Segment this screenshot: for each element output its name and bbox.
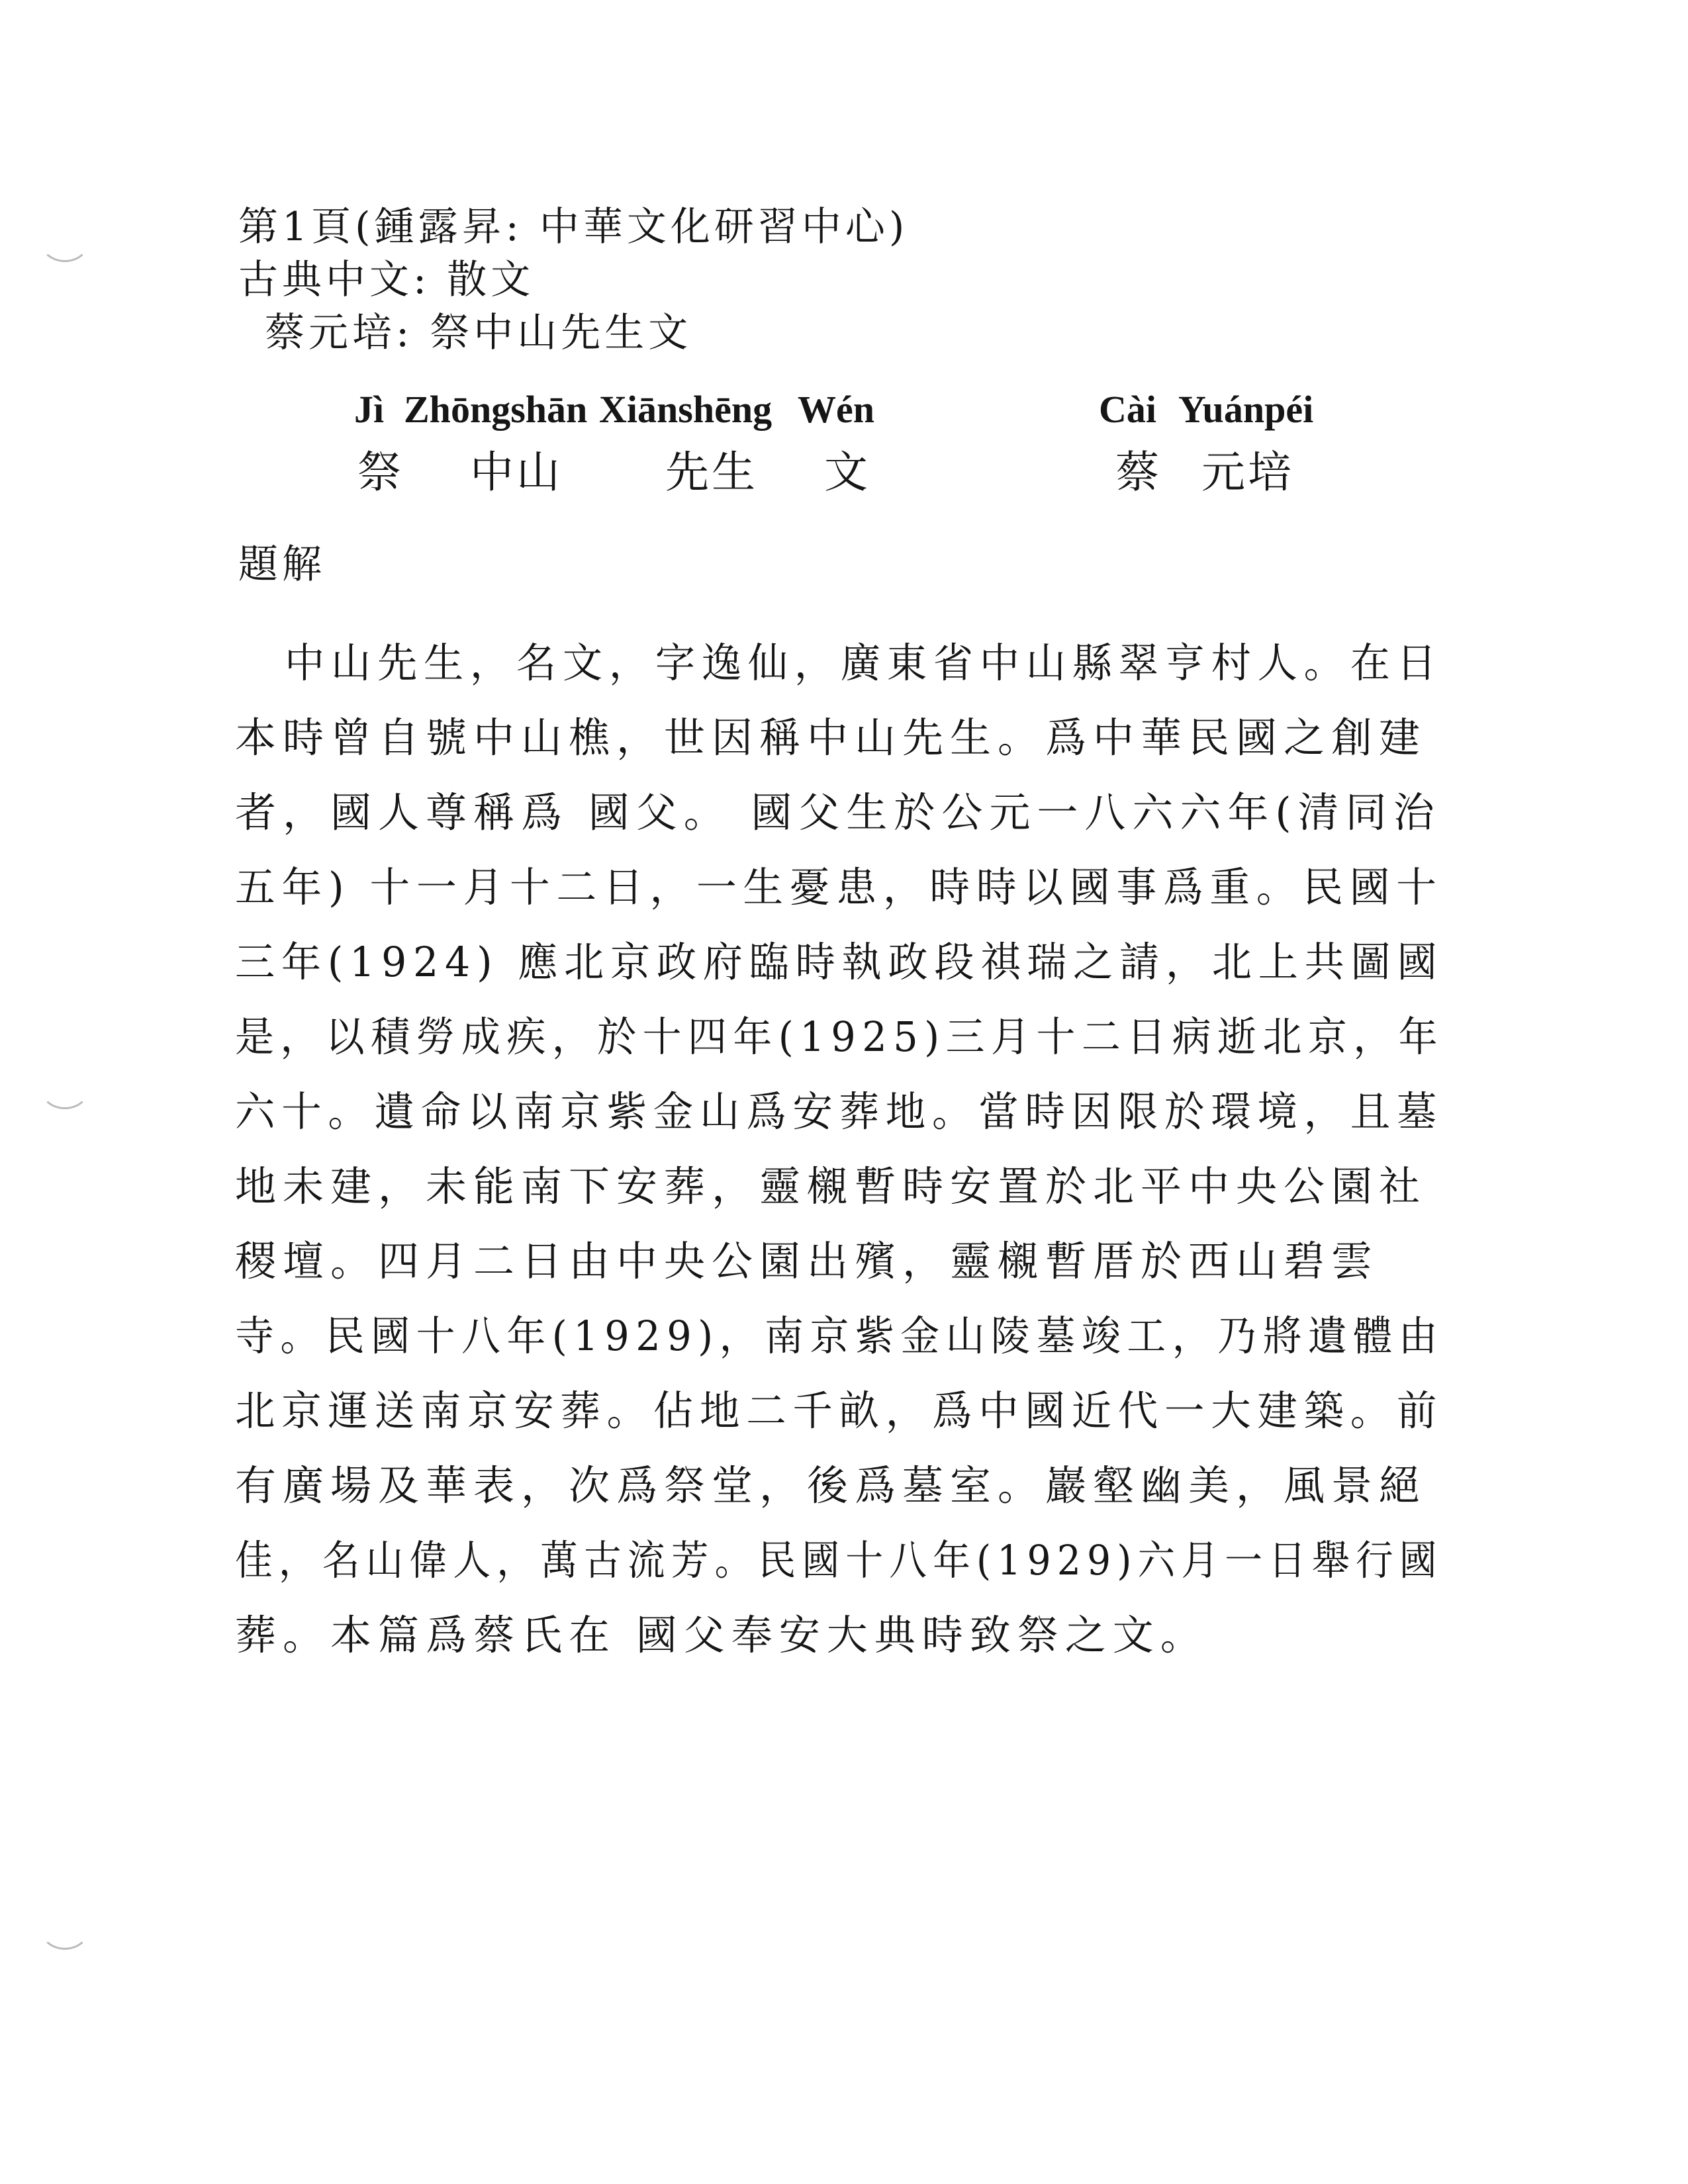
hanzi-xiansheng: 先生	[665, 447, 758, 498]
pinyin-yuanpei: Yuánpéi	[1178, 388, 1314, 431]
body-line: 中山先生，名文，字逸仙，廣東省中山縣翠亨村人。在日	[285, 639, 1443, 687]
body-line: 葬。本篇爲蔡氏在 國父奉安大典時致祭之文。	[235, 1611, 1208, 1659]
pinyin-zhongshan: Zhōngshān	[404, 388, 588, 431]
scan-mark	[40, 1906, 90, 1950]
hanzi-yuanpei: 元培	[1201, 447, 1294, 498]
pinyin-ji: Jì	[354, 388, 385, 431]
section-heading: 題解	[238, 541, 326, 588]
header-line-3: 蔡元培: 祭中山先生文	[265, 310, 692, 356]
header-line-2: 古典中文: 散文	[238, 257, 535, 303]
body-line: 寺。民國十八年(1929)，南京紫金山陵墓竣工，乃將遺體由	[235, 1312, 1444, 1360]
body-line: 六十。遺命以南京紫金山爲安葬地。當時因限於環境，且墓	[235, 1087, 1444, 1136]
scan-mark	[40, 218, 90, 262]
body-line: 有廣場及華表，次爲祭堂，後爲墓室。巖壑幽美，風景絕	[235, 1461, 1427, 1510]
body-line: 五年) 十一月十二日，一生憂患，時時以國事爲重。民國十	[235, 863, 1443, 911]
header-line-1: 第1頁(鍾露昇: 中華文化研習中心)	[238, 204, 909, 250]
body-line: 本時曾自號中山樵，世因稱中山先生。爲中華民國之創建	[235, 713, 1427, 762]
hanzi-zhongshan: 中山	[470, 447, 563, 498]
body-line: 三年(1924) 應北京政府臨時執政段祺瑞之請，北上共圖國	[235, 938, 1444, 986]
hanzi-cai: 蔡	[1115, 447, 1162, 498]
body-line: 北京運送南京安葬。佔地二千畝，爲中國近代一大建築。前	[235, 1387, 1444, 1435]
pinyin-xiansheng: Xiānshēng	[599, 388, 773, 431]
hanzi-ji: 祭	[357, 447, 404, 498]
scan-mark	[40, 1066, 90, 1109]
body-line: 佳，名山偉人，萬古流芳。民國十八年(1929)六月一日舉行國	[235, 1536, 1443, 1584]
body-line: 地未建，未能南下安葬，靈櫬暫時安置於北平中央公園社	[235, 1162, 1427, 1210]
body-line: 者，國人尊稱爲 國父。 國父生於公元一八六六年(清同治	[235, 788, 1441, 837]
pinyin-cai: Cài	[1099, 388, 1156, 431]
hanzi-wen: 文	[824, 447, 870, 498]
body-line: 是，以積勞成疾，於十四年(1925)三月十二日病逝北京，年	[235, 1013, 1444, 1061]
body-line: 稷壇。四月二日由中央公園出殯，靈櫬暫厝於西山碧雲	[235, 1237, 1380, 1285]
pinyin-wen: Wén	[798, 388, 874, 431]
